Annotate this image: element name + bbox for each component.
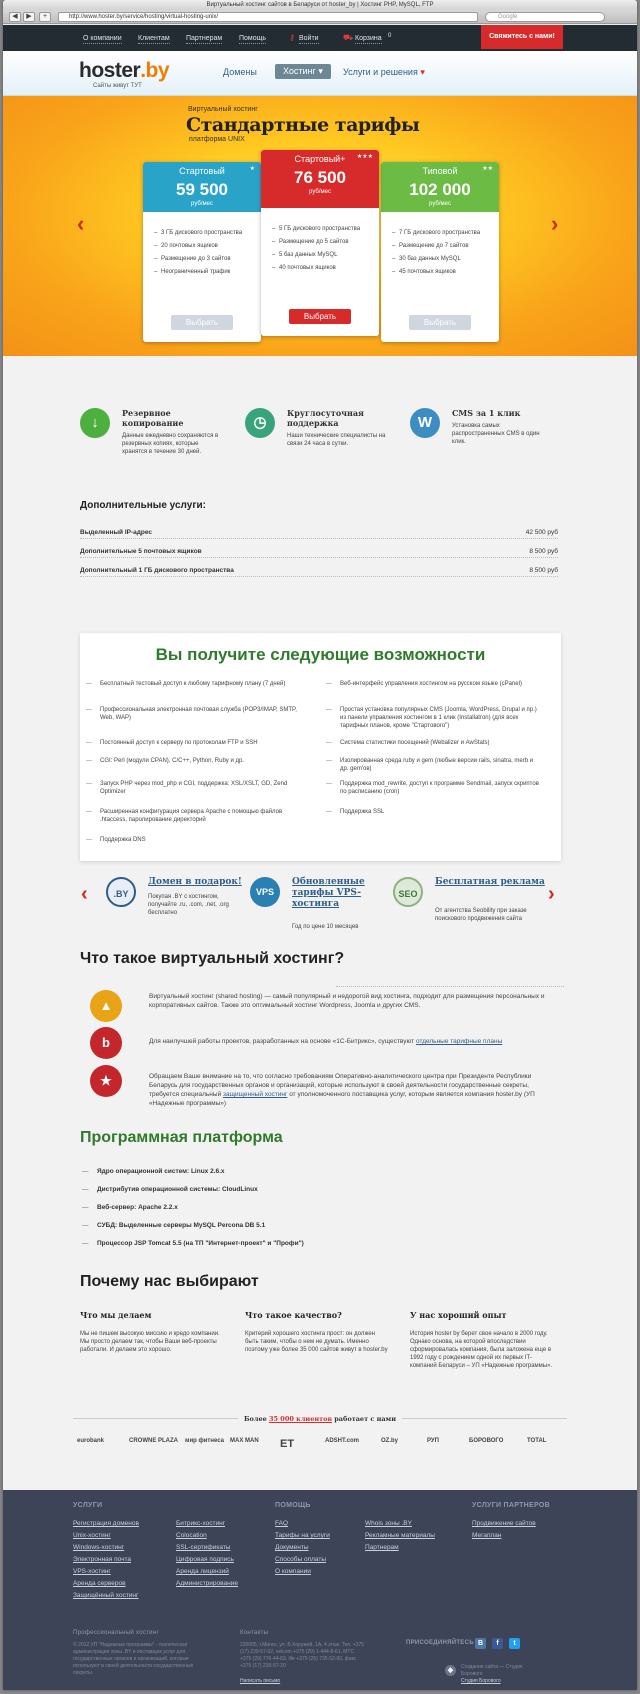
plan-stars: ★ [249, 166, 255, 172]
why-col [245, 1310, 390, 1354]
promo-title: Бесплатная реклама [435, 877, 545, 887]
plan-stars: ★★★ [356, 154, 373, 160]
footer-partners-title: УСЛУГИ ПАРТНЕРОВ [472, 1502, 550, 1509]
footer-link[interactable]: Электронная почта [73, 1556, 132, 1563]
search-input[interactable]: Google [485, 12, 605, 22]
plan-header [261, 150, 379, 208]
promo-text: От агентства Seobility при заказе поискового продвижения сайта [435, 908, 527, 922]
hero-title: Стандартные тарифы [186, 114, 420, 136]
nav-hosting[interactable] [275, 64, 331, 79]
footer-link[interactable]: SSL-сертификаты [176, 1544, 231, 1551]
footer-link[interactable]: Регистрация доменов [73, 1520, 139, 1527]
nav-domains[interactable]: Домены [223, 67, 257, 77]
key-icon: ⚷ [289, 33, 295, 42]
tagline: Сайты живут ТУТ [93, 83, 142, 89]
plan-card-typical [381, 162, 499, 342]
plan-unit: руб/мес [309, 189, 331, 195]
extras-row [80, 528, 558, 539]
plan-feature: – 3 ГБ дискового пространства [161, 230, 261, 236]
footer-link[interactable]: Аренда лицензий [176, 1568, 229, 1575]
facebook-icon[interactable]: f [492, 1638, 503, 1649]
promo-text: Год по цене 10 месяцев [292, 924, 359, 930]
footer [3, 1490, 637, 1690]
option-item: — Поддержка SSL [340, 808, 540, 816]
browser-toolbar [3, 10, 637, 24]
seo-badge-icon: SEO [393, 877, 423, 907]
extras-price: 8 500 руб [529, 548, 558, 555]
prev-arrow-icon[interactable]: ‹ [77, 211, 85, 236]
cart-count: 0 [388, 33, 392, 39]
topnav-clients[interactable]: Клиентам [138, 35, 170, 42]
footer-link[interactable]: Битрикс-хостинг [176, 1520, 226, 1527]
platform-item: — Ядро операционной систем: Linux 2.6.x [97, 1168, 225, 1175]
plan-features [399, 230, 499, 275]
option-item: — Постоянный доступ к серверу по протоколам FTP и SSH [100, 739, 300, 747]
why-col-text: Мы не пишем высокую миссию и кредо компании. Мы просто делаем так, чтобы Ваши веб-проекты работали. И делаем это хорошо. [80, 1331, 220, 1353]
client-logo: OZ.by [381, 1438, 399, 1444]
select-plan-button[interactable]: Выбрать [171, 315, 233, 330]
extras-name: Дополнительный 1 ГБ дискового пространства [80, 567, 234, 574]
why-title: Почему нас выбирают [80, 1273, 259, 1290]
footer-link[interactable]: О компании [275, 1568, 311, 1575]
hero-banner [3, 96, 637, 356]
logo-main: hoster [79, 59, 141, 82]
footer-link[interactable]: Администрирование [176, 1580, 238, 1587]
option-item: — CGI: Perl (модули CPAN), C/C++, Python, Ruby и др. [100, 757, 300, 765]
plan-feature: – Неограниченный трафик [161, 269, 261, 275]
plan-feature: – 5 ГБ дискового пространства [279, 226, 379, 232]
plan-unit: руб/мес [191, 201, 213, 207]
plan-name: Типовой [422, 166, 458, 176]
why-col-text: История hoster by берет свое начало в 2000 году. Однако основа, на которой впоследствии сформировалась компания, была заложена еще в 1992 году с рождением одной их первых IT-компаний Беларуси – УП «Надежные программы». [410, 1331, 553, 1369]
why-col-text: Критерий хорошего хостинга прост: он должен быть таким, чтобы о нем не думать. Именно поэтому уже более 35 000 сайтов живут в hoster.by [245, 1331, 388, 1353]
platform-item: — Процессор JSP Tomcat 5.5 (на ТП "Интернет-проект" и "Профи") [97, 1240, 304, 1247]
next-arrow-icon[interactable]: › [551, 211, 559, 236]
client-logo: БОРОВОГО [469, 1438, 504, 1444]
client-logo: РУП [427, 1438, 439, 1444]
plan-unit: руб/мес [429, 201, 451, 207]
browser-window [3, 0, 637, 1690]
studio-text: Создание сайта — Студия Борового [461, 1664, 523, 1677]
client-logo: мир фитнеса [185, 1438, 224, 1444]
platform-title: Программная платформа [80, 1129, 283, 1146]
wordpress-icon: W [410, 408, 440, 438]
options-box [80, 633, 561, 861]
footer-link[interactable]: Unix-хостинг [73, 1532, 111, 1539]
footer-link[interactable]: Тарифы на услуги [275, 1532, 330, 1539]
extras-name: Дополнительные 5 почтовых ящиков [80, 548, 202, 555]
client-logo: ET [280, 1438, 295, 1450]
plan-header [381, 162, 499, 212]
cart-icon: ⛟ [343, 33, 354, 42]
why-col [80, 1310, 225, 1354]
extras-price: 8 500 руб [529, 567, 558, 574]
url-bar[interactable]: http://www.hoster.by/service/hosting/virtual-hosting-unix/ [58, 12, 478, 22]
plan-feature: – 20 почтовых ящиков [161, 243, 261, 249]
chevron-down-icon: ▾ [420, 67, 425, 77]
plan-feature: – Размещение до 7 сайтов [399, 243, 499, 249]
client-logos [77, 1438, 567, 1458]
extras-row [80, 547, 558, 558]
clients-pre: Более [243, 1415, 267, 1423]
option-item: — Веб-интерфейс управления хостингом на русском языке (cPanel) [340, 680, 540, 688]
feature-text: Установка самых распространенных CMS в один клик. [452, 423, 540, 445]
domain-badge-icon: .BY [106, 877, 136, 907]
add-tab-icon[interactable]: + [39, 12, 51, 22]
whatis-p3-text: Обращаем Ваше внимание на то, что согласно требованиям Оперативно-аналитического центра при Президенте Республики Беларусь для государственных органов и организаций, которые используют в своей деятельности государственные секреты, требуется специальный [149, 1073, 532, 1098]
option-item: — Изолированная среда ruby и gem (любые версии rails, sinatra, merb и др. gem'ов) [340, 757, 540, 773]
why-col [410, 1310, 555, 1370]
promo-prev-icon[interactable]: ‹ [81, 883, 88, 905]
footer-company-text: © 2012 УП "Надежные программы" - техническая администрация зоны .BY и поставщик услуг для государственных органов и организаций, которые используют в своей деятельности государственные секреты. [73, 1642, 194, 1676]
option-item: — Расширенная конфигурация сервера Apache с помощью файлов .htaccess, паролирование директорий [100, 808, 300, 824]
client-logo: ADSHT.com [325, 1438, 360, 1444]
plan-name: Стартовый+ [294, 154, 346, 164]
chevron-down-icon: ▾ [318, 66, 323, 76]
clients-count-link[interactable]: 35 000 клиентов [268, 1415, 332, 1423]
logo-tld: .by [140, 59, 170, 82]
footer-company-title: Профессиональный хостинг [73, 1630, 159, 1636]
linux-icon: ▲ [90, 990, 122, 1022]
nav-services-label: Услуги и решения [343, 67, 418, 77]
forward-icon[interactable]: ▶ [23, 12, 35, 22]
footer-link[interactable]: Аренда серверов [73, 1580, 126, 1587]
secure-hosting-link[interactable]: защищенный хостинг [223, 1091, 288, 1098]
why-col-title: У нас хороший опыт [410, 1310, 507, 1320]
footer-link[interactable]: Партнерам [365, 1544, 399, 1551]
social-title: ПРИСОЕДИНЯЙТЕСЬ [406, 1640, 474, 1646]
feature-title: CMS за 1 клик [452, 408, 521, 418]
select-plan-button[interactable]: Выбрать [409, 315, 471, 330]
bitrix-plans-link[interactable]: отдельные тарифные планы [415, 1038, 503, 1045]
option-item: — Простая установка популярных CMS (Joomla, WordPress, Drupal и пр.) из панели управления хостингом в 1 клик (Installatron) (для всех тарифных планов, кроме "Стартового") [340, 706, 540, 730]
footer-services-title: УСЛУГИ [73, 1502, 103, 1509]
plan-feature: – Размещение до 5 сайтов [279, 239, 379, 245]
plan-card-starter [143, 162, 261, 342]
promo-title: Обновленные тарифы VPS-хостинга [292, 877, 365, 909]
back-icon[interactable]: ◀ [9, 12, 21, 22]
extras-price: 42 500 руб [525, 529, 558, 536]
topnav-about[interactable]: О компании [83, 35, 122, 42]
footer-link[interactable]: Способы оплаты [275, 1556, 327, 1563]
plan-feature: – 7 ГБ дискового пространства [399, 230, 499, 236]
topnav-help[interactable]: Помощь [239, 35, 267, 42]
plan-stars: ★★ [482, 166, 493, 172]
promo-title: Домен в подарок! [148, 877, 242, 887]
nav-services[interactable] [343, 67, 425, 78]
download-icon: ↓ [80, 408, 110, 438]
footer-link[interactable]: VPS-хостинг [73, 1568, 111, 1575]
hero-platform: платформа UNIX [189, 136, 245, 143]
option-item: — Система статистики посещений (Webalizer и AwStats) [340, 739, 540, 747]
nav-hosting-label: Хостинг [283, 66, 316, 76]
why-col-title: Что такое качество? [245, 1310, 342, 1320]
window-title: Виртуальный хостинг сайтов в Беларуси от hoster_by | Хостинг PHP, MySQL, FTP [3, 0, 637, 10]
plan-price: 102 000 [409, 180, 471, 199]
option-item: — Запуск PHP через mod_php и CGI, поддержка: XSL/XSLT, GD, Zend Optimizer [100, 780, 300, 796]
site-header [3, 51, 637, 96]
vps-badge-icon: VPS [250, 877, 280, 907]
clock-icon: ◷ [245, 408, 275, 438]
cart-link[interactable]: Корзина [355, 35, 382, 42]
client-logo: TOTAL [527, 1438, 547, 1444]
promo-next-icon[interactable]: › [548, 883, 555, 905]
plan-feature: – 30 баз данных MySQL [399, 256, 499, 262]
plan-price: 59 500 [176, 180, 228, 199]
feature-title: Резервное копирование [122, 408, 184, 428]
shield-icon: ★ [90, 1065, 122, 1097]
studio-link[interactable]: Студия Борового [461, 1678, 501, 1684]
option-item: — Бесплатный тестовый доступ к любому тарифному плану (7 дней) [100, 680, 300, 688]
plan-feature: – 45 почтовых ящиков [399, 269, 499, 275]
footer-link[interactable]: Рекламные материалы [365, 1532, 435, 1539]
platform-item: — СУБД: Выделенные серверы MySQL Percona DB 5.1 [97, 1222, 265, 1229]
clients-label [238, 1415, 402, 1423]
studio-logo-icon: ◈ [445, 1665, 456, 1676]
why-col-title: Что мы делаем [80, 1310, 152, 1320]
topnav-partners[interactable]: Партнерам [186, 35, 223, 42]
top-nav [3, 25, 637, 51]
hero-subtitle: Виртуальный хостинг [188, 106, 258, 113]
footer-link[interactable]: Windows-хостинг [73, 1544, 125, 1551]
option-item: — Поддержка mod_rewrite, доступ к программе Sendmail, запуск скриптов по расписанию (cron) [340, 780, 540, 796]
footer-contacts-title: Контакты [240, 1630, 269, 1636]
whatis-p2-text: Для наилучшей работы проектов, разработанных на основе «1С-Битрикс», существуют [149, 1038, 416, 1045]
clients-post: работает с нами [334, 1415, 397, 1423]
extras-name: Выделенный IP-адрес [80, 529, 153, 536]
plan-feature: – 40 почтовых ящиков [279, 265, 379, 271]
client-logo: MAX MAN [230, 1438, 259, 1444]
plan-price: 76 500 [294, 168, 346, 187]
whatis-p3-tail: от уполномоченного поставщика услуг, которым является компания hoster.by (УП «Надежные программы») [149, 1091, 535, 1107]
footer-link[interactable]: FAQ [275, 1520, 289, 1527]
feature-text: Наши технические специалисты на связи 24 часа в сутки. [287, 433, 386, 447]
login-link[interactable]: Войти [299, 35, 319, 42]
plan-features [279, 226, 379, 271]
plan-card-starter-plus [261, 150, 379, 336]
twitter-icon[interactable]: t [509, 1638, 520, 1649]
option-item: — Профессиональная электронная почтовая служба (POP3/IMAP, SMTP, Web, WAP) [100, 706, 300, 722]
feature-text: Данные ежедневно сохраняются в резервных копиях, которые хранятся в течение 30 дней. [122, 433, 219, 455]
footer-link[interactable]: Мегаплан [472, 1532, 502, 1539]
contact-button[interactable]: Свяжитесь с нами! [481, 25, 563, 49]
plan-features [161, 230, 261, 275]
footer-link[interactable]: Colocation [176, 1532, 207, 1539]
footer-link[interactable]: Защищённый хостинг [73, 1592, 139, 1599]
extras-row [80, 566, 558, 577]
options-title: Вы получите следующие возможности [155, 645, 486, 664]
bitrix-icon: b [90, 1027, 122, 1059]
whatis-p2 [149, 1037, 559, 1046]
page [3, 25, 637, 1690]
footer-contacts-text: 220005, г.Минск, ул. В.Хоружей, 1А, 4 этаж. Тел. +375 (17) 239-57-02, velcom +375 (29) 1-444-8-61, МТС +375 (29) 776-44-83, life +375 (25) 735-52-00, факс +375 (17) 239-57-20 [240, 1642, 365, 1669]
platform-item: — Веб-сервер: Apache 2.2.x [97, 1204, 178, 1211]
plan-name: Стартовый [179, 166, 225, 176]
plan-feature: – Размещение до 3 сайтов [161, 256, 261, 262]
clients-heading [73, 1415, 567, 1428]
footer-help-title: ПОМОЩЬ [275, 1502, 311, 1509]
extras-title: Дополнительные услуги: [80, 500, 206, 511]
client-logo: CROWNE PLAZA [129, 1438, 178, 1444]
plan-feature: – 5 баз данных MySQL [279, 252, 379, 258]
footer-link[interactable]: Документы [275, 1544, 309, 1551]
option-item: — Поддержка DNS [100, 836, 300, 844]
select-plan-button[interactable]: Выбрать [289, 309, 351, 324]
write-email-link[interactable]: Написать письмо [240, 1678, 281, 1684]
whatis-title: Что такое виртуальный хостинг? [80, 950, 345, 967]
footer-link[interactable]: Whois зоны .BY [365, 1520, 412, 1527]
footer-link[interactable]: Цифровая подпись [176, 1556, 234, 1563]
promo-text: Покупая .BY с хостингом, получайте .ru, .com, .net, .org бесплатно [148, 894, 229, 916]
platform-item: — Дистрибутив операционной системы: CloudLinux [97, 1186, 258, 1193]
client-logo: eurobank [77, 1438, 105, 1444]
vk-icon[interactable]: В [475, 1638, 486, 1649]
plan-header [143, 162, 261, 212]
divider [336, 986, 564, 987]
logo[interactable] [79, 59, 169, 83]
footer-link[interactable]: Продвижение сайтов [472, 1520, 536, 1527]
whatis-p3 [149, 1072, 559, 1108]
feature-title: Круглосуточная поддержка [287, 408, 364, 428]
whatis-p1: Виртуальный хостинг (shared hosting) — самый популярный и недорогой вид хостинга, подходит для размещения персональных и корпоративных сайтов. Также это оптимальный хостинг Wordpress, Joomla и других CMS. [149, 993, 545, 1009]
